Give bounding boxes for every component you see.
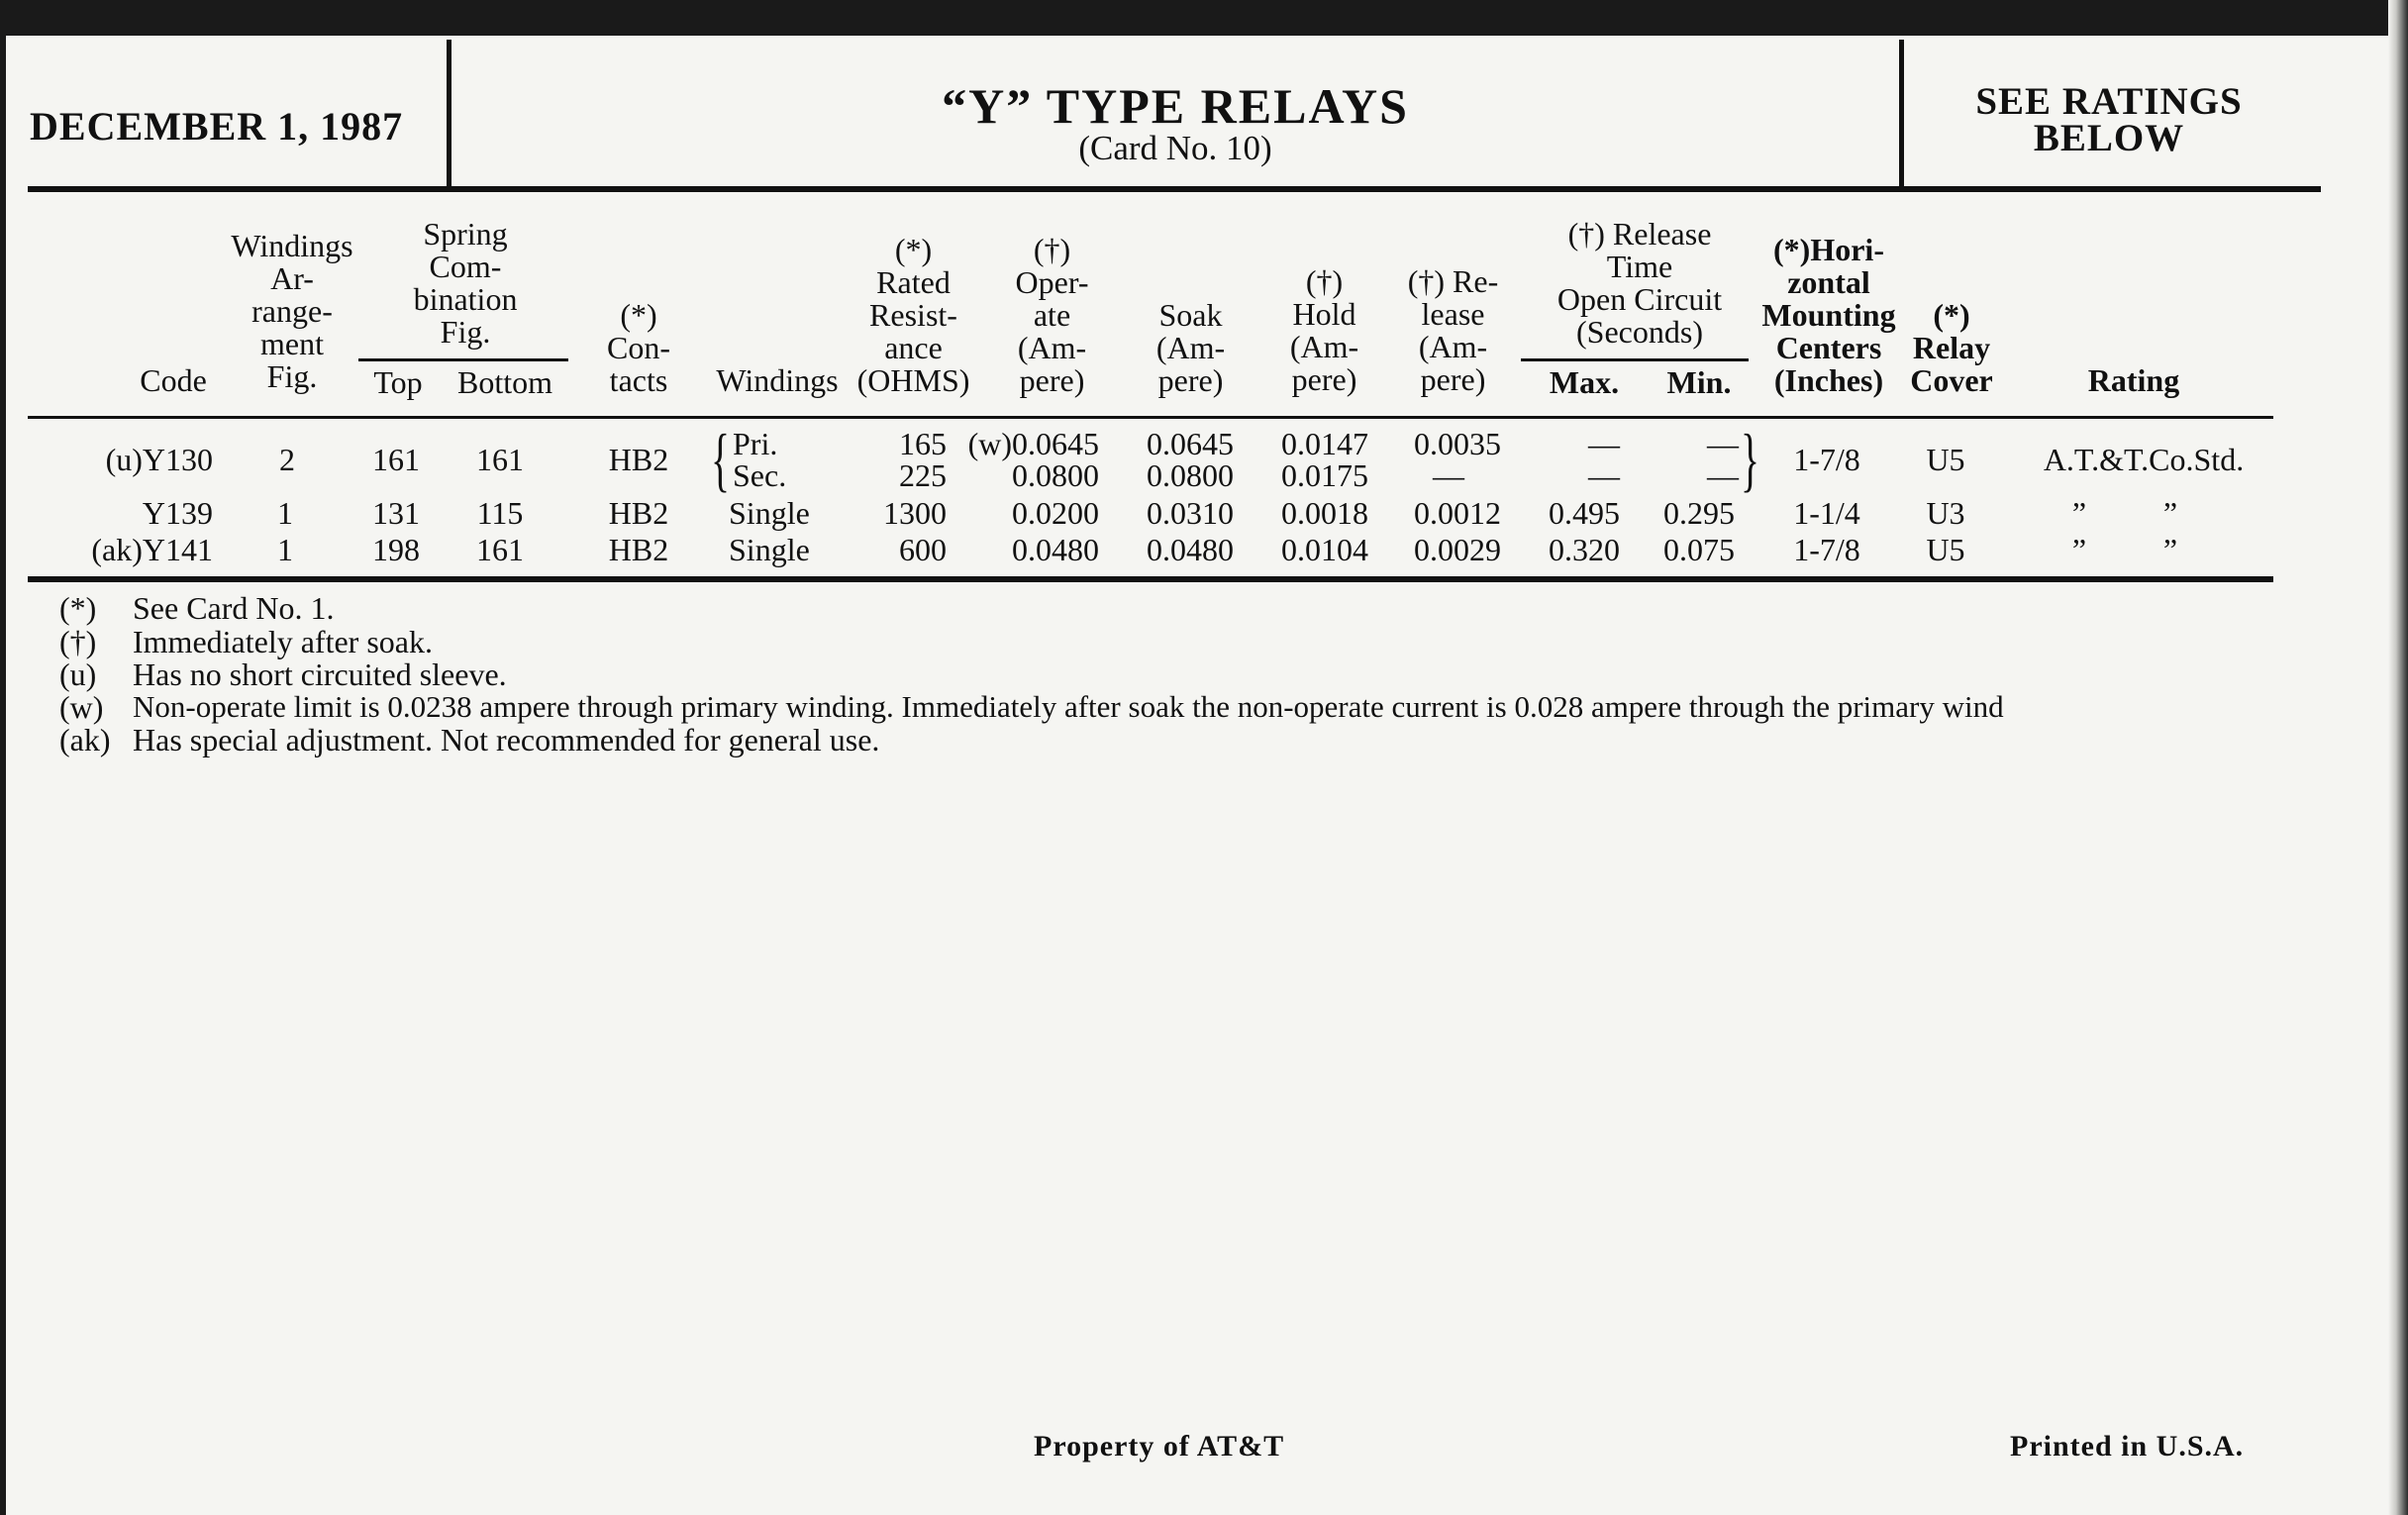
cell-min-sec: — <box>1707 457 1739 493</box>
cell-cover: U5 <box>1926 532 1965 567</box>
cell-max-pri: — <box>1588 426 1620 461</box>
cell-cover: U3 <box>1926 495 1965 531</box>
cell-hold: 0.0018 <box>1281 495 1368 531</box>
footnote-text: Has special adjustment. Not recommended for general use. <box>133 722 880 758</box>
cell-rated-pri: 165 <box>899 426 947 461</box>
cell-soak-pri: 0.0645 <box>1147 426 1234 461</box>
cell-fig: 1 <box>277 495 293 531</box>
cell-release: 0.0012 <box>1414 495 1501 531</box>
col-spring-combination: Spring Com- bination Fig. <box>413 216 518 350</box>
cell-contacts: HB2 <box>608 532 669 567</box>
cell-hold-sec: 0.0175 <box>1281 457 1368 493</box>
footnote-mark: (u) <box>59 656 97 692</box>
col-spring-top: Top <box>373 364 423 400</box>
cell-min-pri: — <box>1707 426 1739 461</box>
col-release-time: (†) Release Time Open Circuit (Seconds) <box>1556 216 1723 350</box>
header-divider-right <box>1899 40 1904 188</box>
cell-cover: U5 <box>1926 442 1965 477</box>
rating-note: SEE RATINGS BELOW <box>1975 80 2243 159</box>
card-title: “Y” TYPE RELAYS <box>942 78 1409 134</box>
card-number: (Card No. 10) <box>1078 129 1272 167</box>
col-release-min: Min. <box>1666 364 1732 400</box>
property-notice: Property of AT&T <box>1034 1430 1285 1463</box>
cell-soak: 0.0480 <box>1147 532 1234 567</box>
cell-windings-sec: Sec. <box>733 457 787 493</box>
cell-rated: 1300 <box>883 495 947 531</box>
col-hold: (†) Hold (Am- pere) <box>1289 263 1359 397</box>
header-divider-left <box>447 40 452 188</box>
cell-operate: 0.0200 <box>1012 495 1099 531</box>
footnote-mark: (w) <box>59 689 104 725</box>
cell-code: (u)Y130 <box>105 442 213 477</box>
footnote-text: Immediately after soak. <box>133 624 433 659</box>
cell-rating-ditto: ” <box>2162 532 2178 567</box>
cell-release-sec: — <box>1433 457 1464 493</box>
cell-bottom: 161 <box>476 532 524 567</box>
cell-rating-ditto: ” <box>2071 532 2087 567</box>
cell-contacts: HB2 <box>608 442 669 477</box>
cell-mounting: 1-7/8 <box>1793 442 1860 477</box>
footnote-mark: (*) <box>59 590 97 626</box>
cell-release-pri: 0.0035 <box>1414 426 1501 461</box>
cell-bottom: 161 <box>476 442 524 477</box>
cell-release: 0.0029 <box>1414 532 1501 567</box>
col-operate: (†) Oper- ate (Am- pere) <box>1015 232 1089 398</box>
col-windings-fig: Windings Ar- range- ment Fig. <box>231 228 353 394</box>
col-rated-resistance: (*) Rated Resist- ance (OHMS) <box>856 232 970 398</box>
table-header-rule <box>28 416 2273 419</box>
card-edge-shadow <box>2388 0 2408 1515</box>
cell-max: 0.320 <box>1549 532 1620 567</box>
cell-soak-sec: 0.0800 <box>1147 457 1234 493</box>
cell-bottom: 115 <box>476 495 524 531</box>
col-release: (†) Re- lease (Am- pere) <box>1407 263 1499 397</box>
cell-hold-pri: 0.0147 <box>1281 426 1368 461</box>
table-bottom-rule <box>28 576 2273 582</box>
cell-rated: 600 <box>899 532 947 567</box>
col-soak: Soak (Am- pere) <box>1155 297 1226 398</box>
col-contacts: (*) Con- tacts <box>607 297 670 398</box>
cell-code: Y139 <box>142 495 213 531</box>
cell-max-sec: — <box>1588 457 1620 493</box>
cell-operate-pri: (w)0.0645 <box>967 426 1099 461</box>
cell-windings: Single <box>729 495 810 531</box>
cell-soak: 0.0310 <box>1147 495 1234 531</box>
cell-windings-pri: Pri. <box>733 426 778 461</box>
cell-min: 0.075 <box>1663 532 1735 567</box>
brace-left-icon: { <box>711 420 731 499</box>
col-spring-bottom: Bottom <box>456 364 552 400</box>
brace-right-icon: } <box>1741 420 1760 499</box>
cell-code: (ak)Y141 <box>91 532 213 567</box>
footnote-mark: (ak) <box>59 722 111 758</box>
cell-operate-sec: 0.0800 <box>1012 457 1099 493</box>
cell-top: 131 <box>372 495 420 531</box>
cell-fig: 1 <box>277 532 293 567</box>
cell-top: 161 <box>372 442 420 477</box>
printed-notice: Printed in U.S.A. <box>2010 1430 2245 1463</box>
col-code: Code <box>140 362 207 398</box>
col-release-max: Max. <box>1549 364 1620 400</box>
cell-min: 0.295 <box>1663 495 1735 531</box>
cell-hold: 0.0104 <box>1281 532 1368 567</box>
cell-mounting: 1-1/4 <box>1793 495 1860 531</box>
cell-rating: A.T.&T.Co.Std. <box>2043 442 2245 477</box>
footnote-mark: (†) <box>59 624 97 659</box>
footnote-text: See Card No. 1. <box>133 590 335 626</box>
col-mounting-centers: (*)Hori- zontal Mounting Centers (Inches) <box>1761 232 1896 398</box>
cell-rated-sec: 225 <box>899 457 947 493</box>
cell-contacts: HB2 <box>608 495 669 531</box>
cell-fig: 2 <box>279 442 295 477</box>
cell-mounting: 1-7/8 <box>1793 532 1860 567</box>
col-windings: Windings <box>716 362 839 398</box>
release-time-rule <box>1521 358 1749 361</box>
spring-rule <box>358 358 568 361</box>
issue-date: DECEMBER 1, 1987 <box>30 104 404 149</box>
cell-windings: Single <box>729 532 810 567</box>
footnote-text: Non-operate limit is 0.0238 ampere through primary winding. Immediately after soak the non-operate current is 0.028 ampere through the primary wind <box>133 689 2004 724</box>
footnote-text: Has no short circuited sleeve. <box>133 656 507 692</box>
cell-top: 198 <box>372 532 420 567</box>
header-rule <box>28 186 2321 192</box>
cell-max: 0.495 <box>1549 495 1620 531</box>
col-relay-cover: (*) Relay Cover <box>1910 297 1993 398</box>
col-rating: Rating <box>2087 362 2180 398</box>
cell-rating-ditto: ” <box>2071 495 2087 531</box>
cell-operate: 0.0480 <box>1012 532 1099 567</box>
cell-rating-ditto: ” <box>2162 495 2178 531</box>
